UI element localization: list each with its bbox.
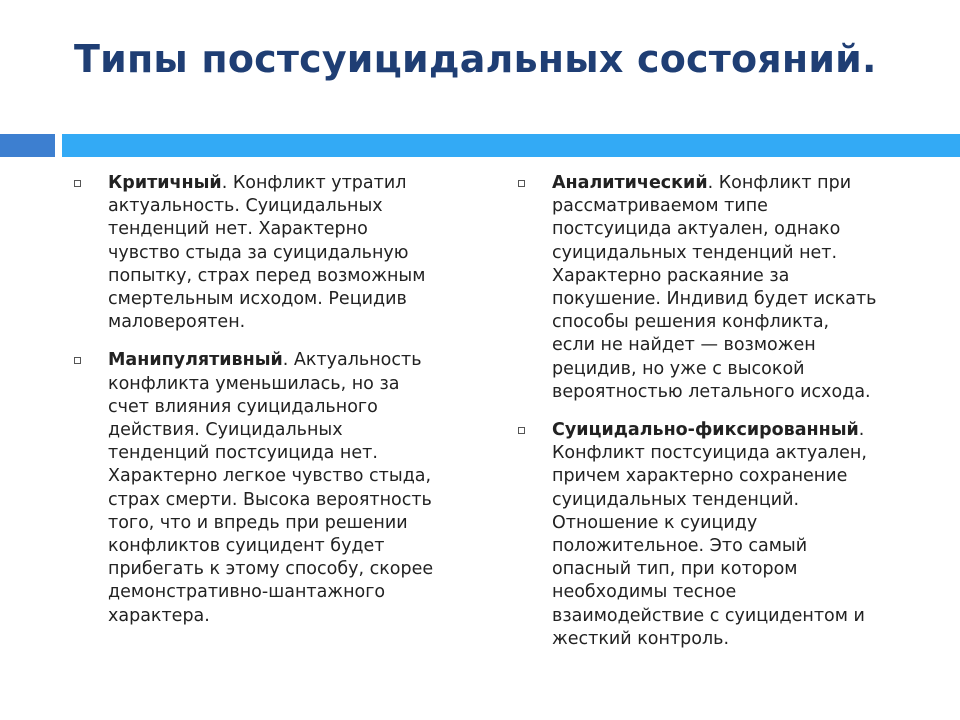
square-bullet-icon	[518, 180, 525, 187]
bullet-description: . Конфликт при рассматриваемом типе постсуицида актуален, однако суицидальных тенденций нет. Характерно раскаяние за покушение. Индивид будет искать способы решения конфликта, если не найдет — возможен рецидив, но уже с высокой вероятностью летального исхода.	[552, 173, 877, 402]
square-bullet-icon	[74, 180, 81, 187]
bullet-term: Аналитический	[552, 173, 708, 193]
bullet-description: . Конфликт утратил актуальность. Суицидальных тенденций нет. Характерно чувство стыда за суицидальную попытку, страх перед возможным смертельным исходом. Рецидив маловероятен.	[108, 173, 426, 333]
right-column	[518, 172, 893, 666]
accent-bar-right	[62, 134, 960, 157]
bullet-text	[108, 172, 449, 334]
bullet-term: Критичный	[108, 173, 222, 193]
bullet-item-manipulative	[74, 349, 449, 627]
bullet-item-critical	[74, 172, 449, 334]
bullet-description: . Актуальность конфликта уменьшилась, но за счет влияния суицидального действия. Суицидальных тенденций постсуицида нет. Характерно легкое чувство стыда, страх смерти. Высока вероятность того, что и впредь при решении конфликтов суицидент будет прибегать к этому способу, скорее демонстративно-шантажного характера.	[108, 350, 434, 626]
bullet-term: Манипулятивный	[108, 350, 283, 371]
bullet-description: . Конфликт постсуицида актуален, причем характерно сохранение суицидальных тенденций. Отношение к суициду положительное. Это самый опасный тип, при котором необходимы тесное взаимодействие с суицидентом и жесткий контроль.	[552, 420, 867, 649]
bullet-item-suicidal-fixed	[518, 419, 893, 651]
square-bullet-icon	[518, 427, 525, 434]
bullet-text	[108, 349, 449, 627]
bullet-item-analytical	[518, 172, 893, 404]
left-column	[74, 172, 449, 643]
accent-bar-left	[0, 134, 55, 157]
bullet-term: Суицидально-фиксированный	[552, 420, 859, 441]
slide-title: Типы постсуицидальных состояний.	[74, 37, 877, 81]
bullet-text	[552, 419, 893, 651]
bullet-text	[552, 172, 893, 404]
square-bullet-icon	[74, 357, 81, 364]
